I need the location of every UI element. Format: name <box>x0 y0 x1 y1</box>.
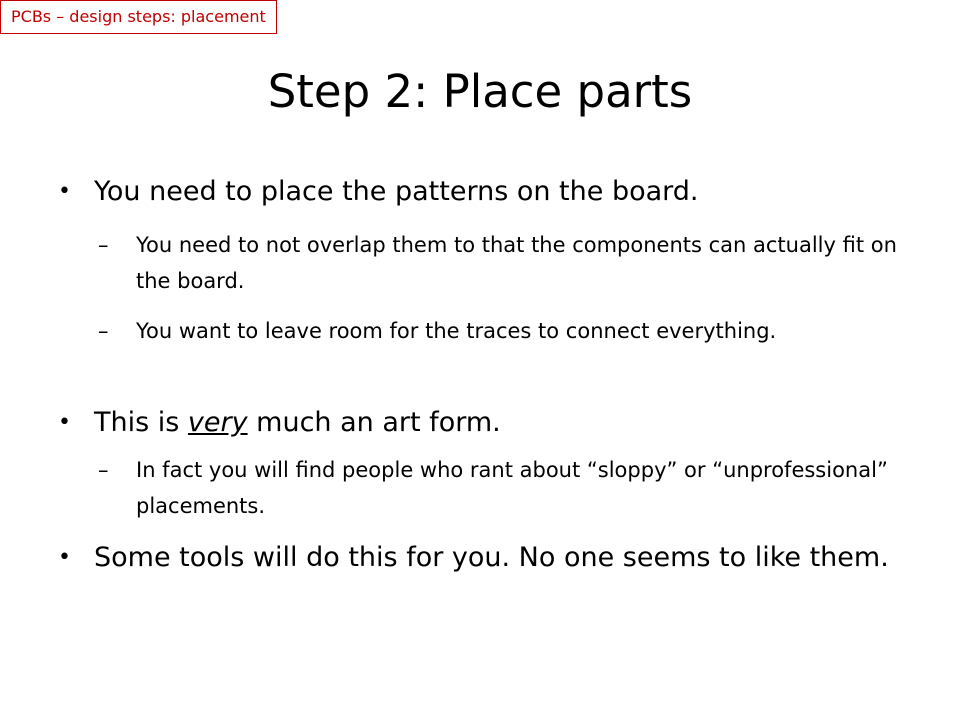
bullet-item <box>58 404 914 442</box>
bullet-text-end: much an art form. <box>247 407 501 438</box>
sub-bullet-text: In fact you will find people who rant about “sloppy” or “unprofessional” placements. <box>136 458 888 518</box>
sub-bullet-text: You need to not overlap them to that the components can actually fit on the board. <box>136 233 897 293</box>
bullet-text: You need to place the patterns on the board. <box>94 176 699 207</box>
sub-bullet-text: You want to leave room for the traces to connect everything. <box>136 319 777 343</box>
emphasized-word: very <box>187 407 248 438</box>
bullet-item <box>58 173 914 211</box>
bullet-text-start: This is <box>94 407 188 438</box>
slide-title: Step 2: Place parts <box>267 65 693 118</box>
dash-marker: – <box>98 319 109 343</box>
section-tag: PCBs – design steps: placement <box>0 0 277 34</box>
bullet-marker: • <box>58 410 71 435</box>
dash-marker: – <box>98 458 109 482</box>
sub-bullet-item <box>98 313 906 349</box>
bullet-text: Some tools will do this for you. No one seems to like them. <box>94 542 889 573</box>
bullet-marker: • <box>58 545 71 570</box>
sub-bullet-item <box>98 227 906 299</box>
bullet-marker: • <box>58 179 71 204</box>
dash-marker: – <box>98 233 109 257</box>
sub-bullet-item <box>98 452 906 524</box>
bullet-item <box>58 539 914 577</box>
